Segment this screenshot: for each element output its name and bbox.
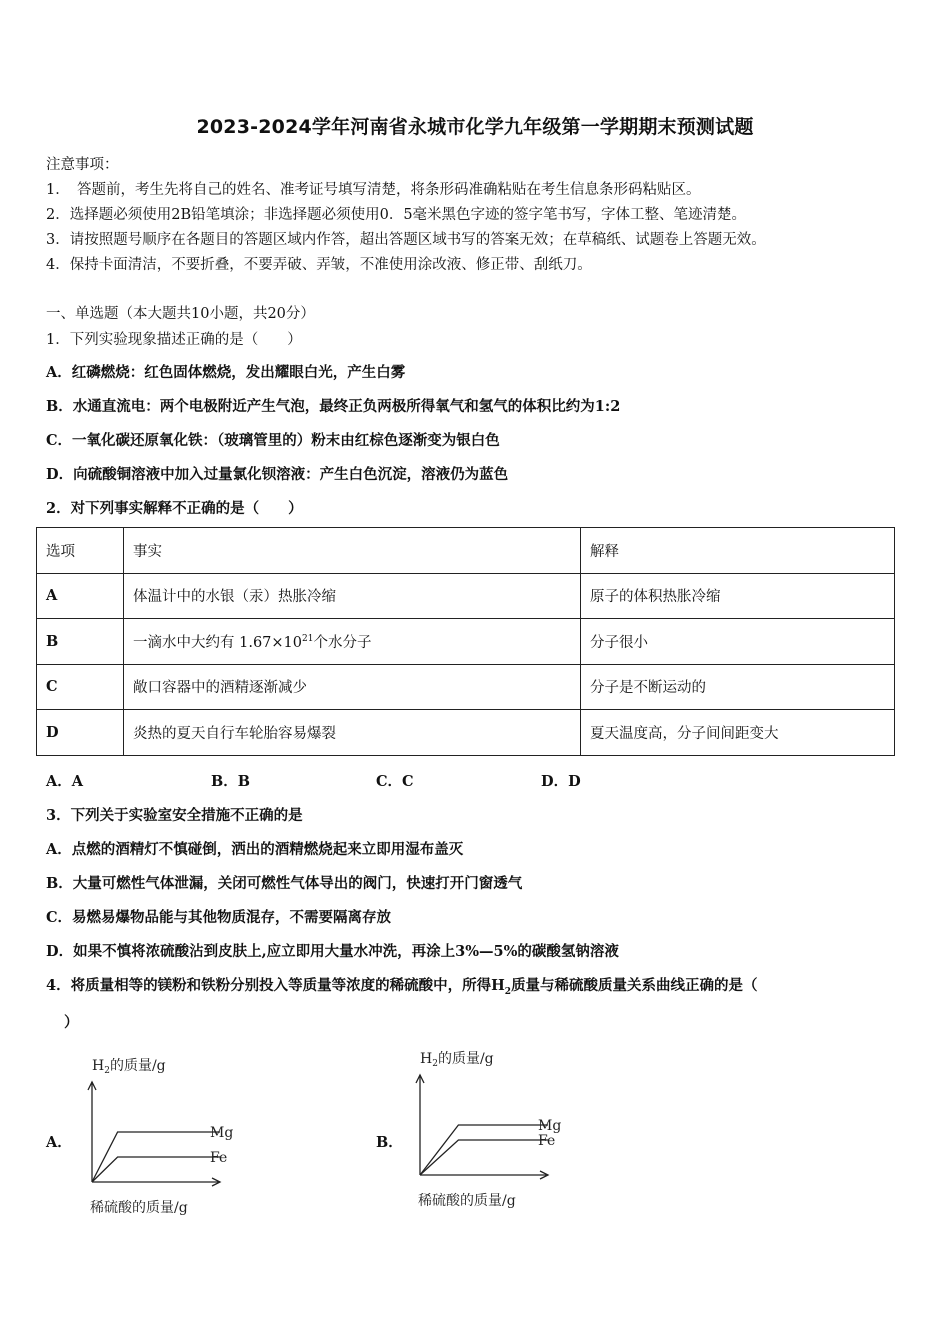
table-row: [37, 573, 895, 619]
series-line-fe: [92, 1157, 220, 1182]
q3-option-a: A．点燃的酒精灯不慎碰倒，洒出的酒精燃烧起来立即用湿布盖灭: [46, 841, 464, 858]
facts-table: [36, 527, 895, 756]
row-explanation: 夏天温度高，分子间间距变大: [581, 710, 895, 756]
series-line-fe: [420, 1140, 548, 1175]
q1-option-d: D．向硫酸铜溶液中加入过量氯化钡溶液：产生白色沉淀，溶液仍为蓝色: [46, 466, 509, 483]
fact-number: 1.67×10: [239, 634, 302, 651]
series-label-mg: Mg: [210, 1125, 234, 1141]
series-line-mg: [420, 1125, 548, 1175]
q4-stem-part1: 4．将质量相等的镁粉和铁粉分别投入等质量等浓度的稀硫酸中，所得H: [46, 977, 505, 994]
q3-option-d: D．如果不慎将浓硫酸沾到皮肤上,应立即用大量水冲洗，再涂上3%—5%的碳酸氢钠溶液: [46, 943, 619, 960]
q4-chart-a: [80, 1050, 240, 1220]
q3-option-c: C．易燃易爆物品能与其他物质混存，不需要隔离存放: [46, 909, 392, 926]
table-header-row: [37, 528, 895, 574]
q4-stem-close: ）: [64, 1014, 79, 1031]
row-fact: 体温计中的水银（汞）热胀冷缩: [124, 573, 581, 619]
table-row: [37, 664, 895, 710]
series-label-fe: Fe: [538, 1133, 556, 1149]
row-explanation: 原子的体积热胀冷缩: [581, 573, 895, 619]
section-heading: 一、单选题（本大题共10小题，共20分）: [46, 306, 315, 322]
q1-option-b: B．水通直流电：两个电极附近产生气泡，最终正负两极所得氧气和氢气的体积比约为1:2: [46, 398, 621, 415]
q4-stem: [46, 974, 758, 997]
row-fact: 炎热的夏天自行车轮胎容易爆裂: [124, 710, 581, 756]
q2-option-c: C．C: [376, 773, 414, 790]
table-row: [37, 619, 895, 665]
y-axis-label: $H_2$的质量/g: [92, 1058, 166, 1076]
q2-option-a: A．A: [46, 773, 84, 790]
row-fact: 敞口容器中的酒精逐渐减少: [124, 664, 581, 710]
y-axis-label: $H_2$的质量/g: [420, 1051, 494, 1069]
row-explanation: 分子是不断运动的: [581, 664, 895, 710]
row-explanation: 分子很小: [581, 619, 895, 665]
fact-exponent: 21: [302, 633, 314, 644]
x-axis-label: 稀硫酸的质量/g: [418, 1193, 516, 1209]
q3-option-b: B．大量可燃性气体泄漏，关闭可燃性气体导出的阀门，快速打开门窗透气: [46, 875, 523, 892]
fact-text-prefix: 一滴水中大约有: [133, 634, 235, 651]
q4-stem-part2: 质量与稀硫酸质量关系曲线正确的是（: [511, 977, 758, 994]
q4-option-b-label: B．: [376, 1134, 403, 1151]
row-option: B: [37, 619, 124, 665]
page-title: 2023-2024学年河南省永城市化学九年级第一学期期末预测试题: [196, 116, 754, 138]
q4-stem-subscript: 2: [504, 986, 512, 997]
q4-option-a-label: A．: [46, 1134, 72, 1151]
q2-stem: 2．对下列事实解释不正确的是（ ）: [46, 500, 303, 517]
notice-heading: 注意事项：: [46, 157, 119, 173]
q3-stem: 3．下列关于实验室安全措施不正确的是: [46, 807, 303, 824]
row-fact: [124, 619, 581, 665]
x-axis-label: 稀硫酸的质量/g: [90, 1200, 188, 1216]
table-header-explanation: 解释: [581, 528, 895, 574]
notice-item-3: 3．请按照题号顺序在各题目的答题区域内作答，超出答题区域书写的答案无效；在草稿纸、试题卷上答题无效。: [46, 232, 766, 248]
q4-chart-b: [408, 1043, 568, 1213]
q2-option-d: D．D: [541, 773, 581, 790]
row-option: A: [37, 573, 124, 619]
series-label-mg: Mg: [538, 1118, 562, 1134]
q1-option-a: A．红磷燃烧：红色固体燃烧，发出耀眼白光，产生白雾: [46, 364, 406, 381]
q2-option-b: B．B: [211, 773, 251, 790]
q1-stem: 1．下列实验现象描述正确的是（ ）: [46, 332, 302, 348]
notice-item-2: 2．选择题必须使用2B铅笔填涂；非选择题必须使用0．5毫米黑色字迹的签字笔书写，字体工整、笔迹清楚。: [46, 207, 747, 223]
q1-option-c: C．一氧化碳还原氧化铁：（玻璃管里的）粉末由红棕色逐渐变为银白色: [46, 432, 500, 449]
table-row: [37, 710, 895, 756]
table-header-option: 选项: [37, 528, 124, 574]
row-option: D: [37, 710, 124, 756]
table-header-fact: 事实: [124, 528, 581, 574]
fact-text-suffix: 个水分子: [313, 634, 372, 651]
notice-item-1: 1． 答题前，考生先将自己的姓名、准考证号填写清楚，将条形码准确粘贴在考生信息条形码粘贴区。: [46, 182, 701, 198]
series-label-fe: Fe: [210, 1150, 228, 1166]
notice-item-4: 4．保持卡面清洁，不要折叠，不要弄破、弄皱，不准使用涂改液、修正带、刮纸刀。: [46, 257, 592, 273]
row-option: C: [37, 664, 124, 710]
